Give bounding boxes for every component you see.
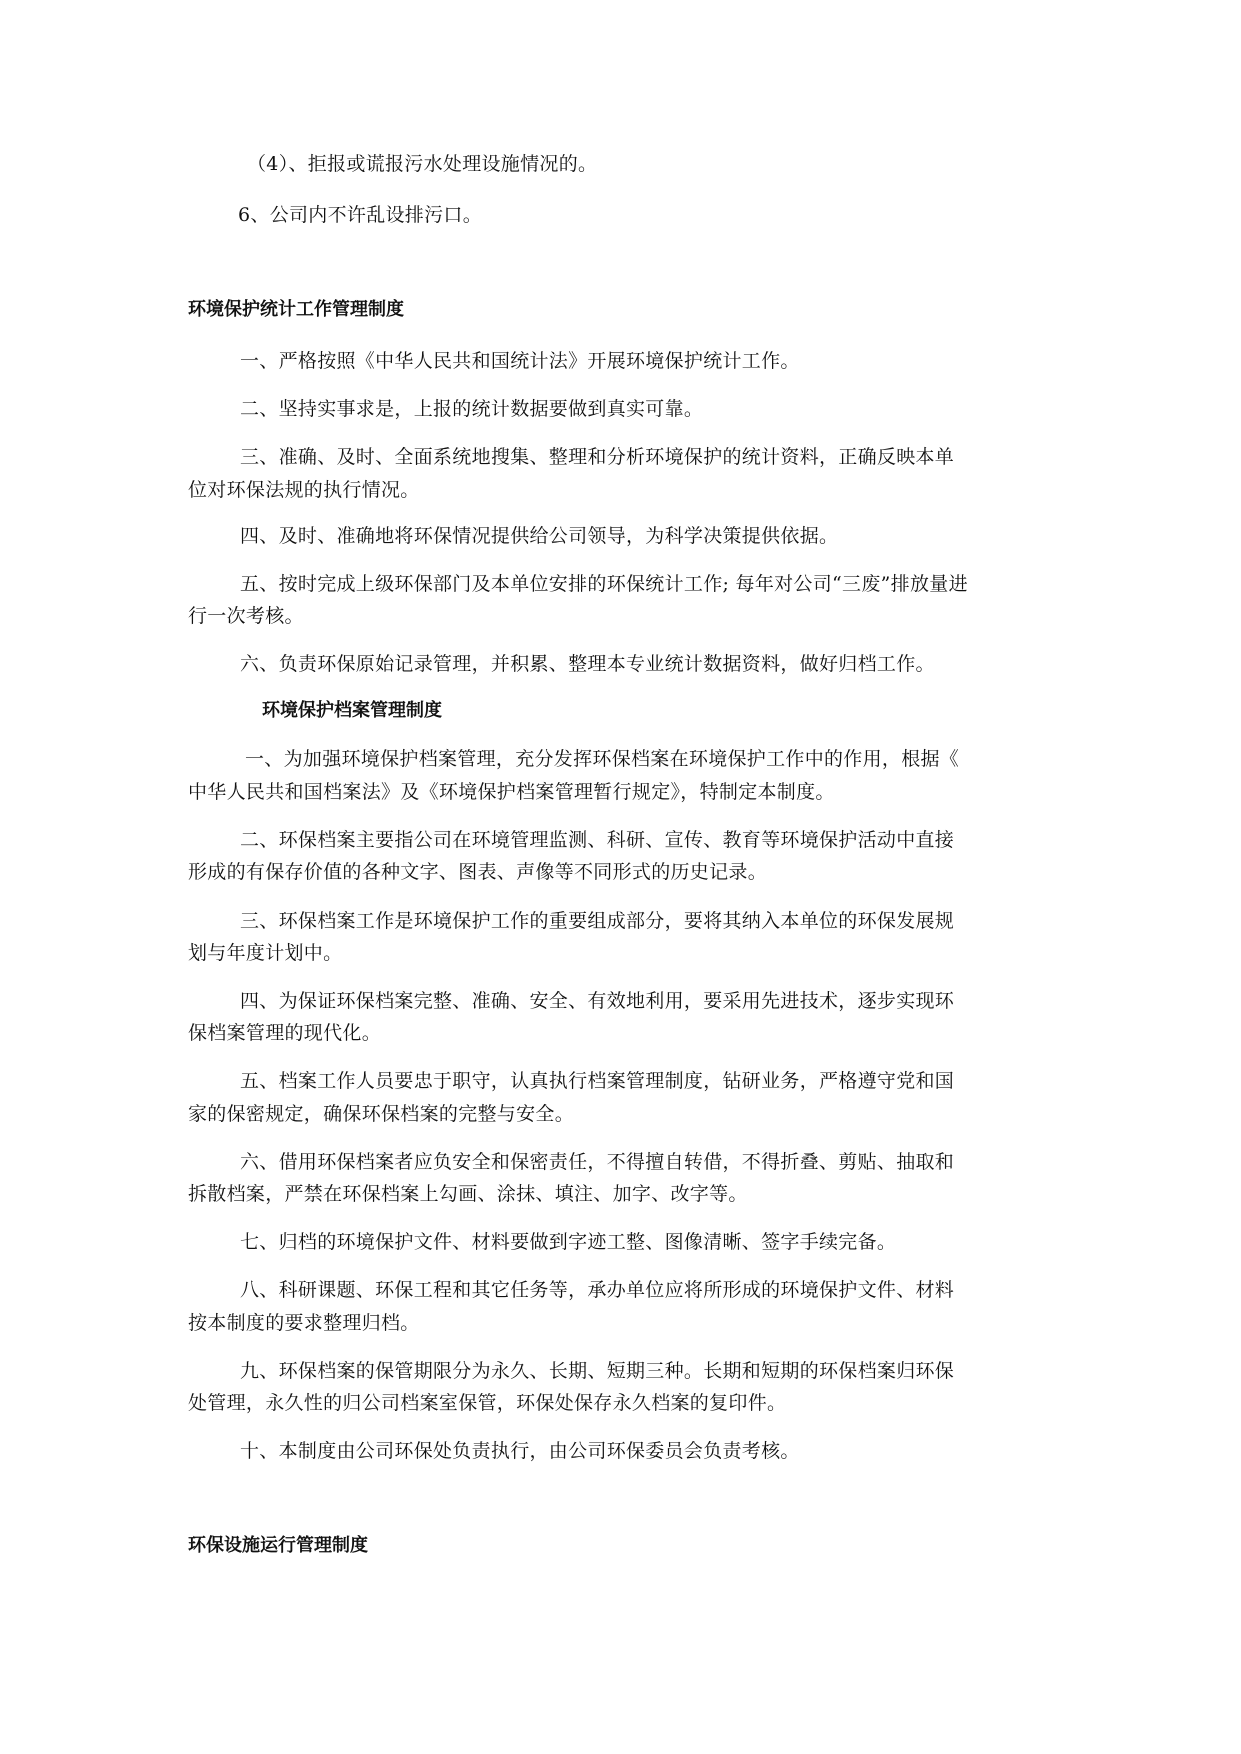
paragraph-line: 四、及时、准确地将环保情况提供给公司领导，为科学决策提供依据。 <box>240 525 839 547</box>
paragraph-line: 拆散档案，严禁在环保档案上勾画、涂抹、填注、加字、改字等。 <box>188 1183 748 1205</box>
paragraph-line: 七、归档的环境保护文件、材料要做到字迹工整、图像清晰、签字手续完备。 <box>240 1231 897 1253</box>
section-title: 环境保护档案管理制度 <box>262 700 442 721</box>
paragraph-line: 十、本制度由公司环保处负责执行，由公司环保委员会负责考核。 <box>240 1440 800 1462</box>
paragraph-line: 按本制度的要求整理归档。 <box>188 1312 420 1334</box>
list-item: （4）、拒报或谎报污水处理设施情况的。 <box>247 153 598 175</box>
paragraph-line: 八、科研课题、环保工程和其它任务等，承办单位应将所形成的环境保护文件、材料 <box>240 1279 955 1301</box>
list-item: 6、公司内不许乱设排污口。 <box>238 204 482 226</box>
paragraph-line: 位对环保法规的执行情况。 <box>188 479 420 501</box>
paragraph-line: 五、档案工作人员要忠于职守，认真执行档案管理制度，钻研业务，严格遵守党和国 <box>240 1070 955 1092</box>
paragraph-line: 中华人民共和国档案法》及《环境保护档案管理暂行规定》，特制定本制度。 <box>188 781 835 803</box>
paragraph-line: 行一次考核。 <box>188 605 304 627</box>
paragraph-line: 形成的有保存价值的各种文字、图表、声像等不同形式的历史记录。 <box>188 861 768 883</box>
paragraph-line: 划与年度计划中。 <box>188 942 343 964</box>
paragraph-line: 五、按时完成上级环保部门及本单位安排的环保统计工作; 每年对公司“三废”排放量进 <box>240 573 968 595</box>
paragraph-line: 二、坚持实事求是，上报的统计数据要做到真实可靠。 <box>240 398 704 420</box>
paragraph-line: 六、借用环保档案者应负安全和保密责任，不得擅自转借，不得折叠、剪贴、抽取和 <box>240 1151 955 1173</box>
paragraph-line: 一、为加强环境保护档案管理，充分发挥环保档案在环境保护工作中的作用，根据《 <box>245 748 960 770</box>
section-title: 环保设施运行管理制度 <box>188 1535 368 1556</box>
paragraph-line: 三、环保档案工作是环境保护工作的重要组成部分，要将其纳入本单位的环保发展规 <box>240 910 955 932</box>
paragraph-line: 三、准确、及时、全面系统地搜集、整理和分析环境保护的统计资料，正确反映本单 <box>240 446 955 468</box>
paragraph-line: 二、环保档案主要指公司在环境管理监测、科研、宣传、教育等环境保护活动中直接 <box>240 829 955 851</box>
paragraph-line: 处管理，永久性的归公司档案室保管，环保处保存永久档案的复印件。 <box>188 1392 787 1414</box>
paragraph-line: 一、严格按照《中华人民共和国统计法》开展环境保护统计工作。 <box>240 350 800 372</box>
paragraph-line: 四、为保证环保档案完整、准确、安全、有效地利用，要采用先进技术，逐步实现环 <box>240 990 955 1012</box>
paragraph-line: 保档案管理的现代化。 <box>188 1022 382 1044</box>
section-title: 环境保护统计工作管理制度 <box>188 299 404 320</box>
paragraph-line: 九、环保档案的保管期限分为永久、长期、短期三种。长期和短期的环保档案归环保 <box>240 1360 955 1382</box>
paragraph-line: 家的保密规定，确保环保档案的完整与安全。 <box>188 1103 575 1125</box>
paragraph-line: 六、负责环保原始记录管理，并积累、整理本专业统计数据资料，做好归档工作。 <box>240 653 935 675</box>
